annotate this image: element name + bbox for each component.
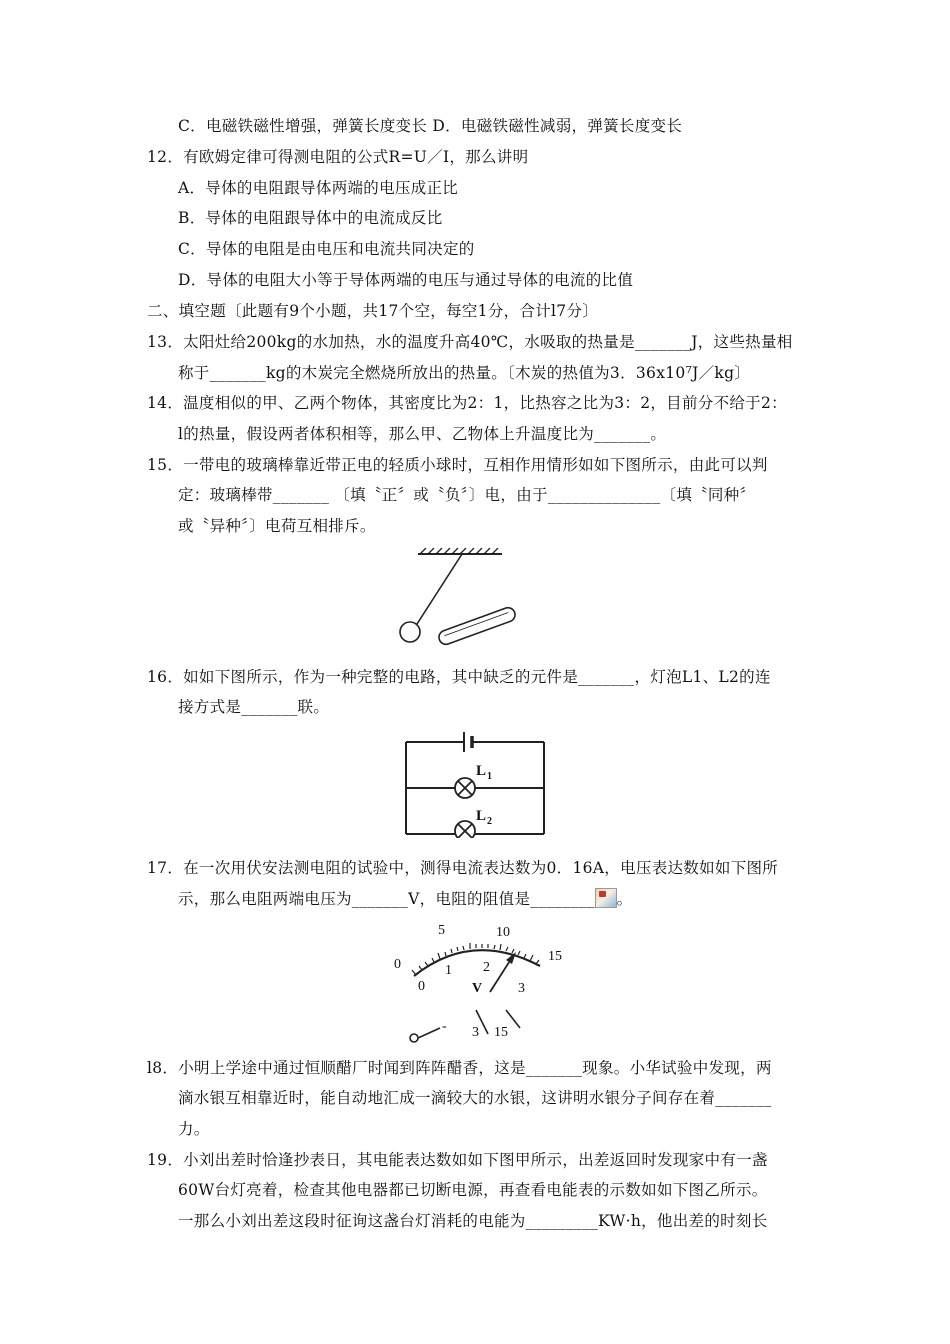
- question-15-line-2: 定：玻璃棒带_______ 〔填〝正〞或〝负〞〕电，由于______________〔填〝同种〞: [178, 486, 756, 504]
- rod-and-ball-figure: [390, 548, 530, 648]
- question-18-line-2: 滴水银互相靠近时，能自动地汇成一滴较大的水银，这讲明水银分子间存在着_______: [178, 1089, 772, 1107]
- ohm-symbol-image: [595, 888, 617, 908]
- question-19-line-1: 19．小刘出差时恰逢抄表日，其电能表达数如如下图甲所示，出差返回时发现家中有一盏: [147, 1151, 768, 1169]
- question-17-line-1: 17．在一次用伏安法测电阻的试验中，测得电流表达数为0．16A，电压表达数如如下图所: [147, 859, 779, 877]
- question-12-option-d: D．导体的电阻大小等于导体两端的电压与通过导体的电流的比值: [178, 271, 634, 289]
- question-15-line-3: 或〝异种〞〕电荷互相排斥。: [178, 517, 376, 535]
- question-16-line-1: 16．如如下图所示，作为一种完整的电路，其中缺乏的元件是_______，灯泡L1、L2的连: [147, 668, 771, 686]
- glass-rod: [437, 606, 517, 647]
- lamp-l2-subscript: 2: [487, 816, 492, 827]
- voltmeter-unit: V: [472, 981, 483, 996]
- question-19-line-2: 60W台灯亮着，检查其他电器都已切断电源，再查看电能表的示数如如下图乙所示。: [178, 1181, 768, 1199]
- lamp-l1-label: L: [476, 763, 487, 779]
- question-11-options-cd: C．电磁铁磁性增强，弹簧长度变长 D．电磁铁磁性减弱，弹簧长度变长: [178, 117, 683, 135]
- question-13-line-2: 称于_______kg的木炭完全燃烧所放出的热量。〔木炭的热值为3．36x10⁷J／kg〕: [178, 364, 751, 382]
- question-12-option-b: B．导体的电阻跟导体中的电流成反比: [178, 209, 443, 227]
- inner-tick-2: 2: [483, 960, 490, 975]
- lamp-l2-label: L: [476, 808, 487, 824]
- inner-tick-1: 1: [445, 963, 452, 978]
- question-12-option-a: A．导体的电阻跟导体两端的电压成正比: [178, 179, 459, 197]
- battery-symbol: [464, 732, 472, 752]
- outer-tick-0: 0: [394, 957, 401, 972]
- voltmeter-figure: [388, 918, 568, 1046]
- question-16-line-2: 接方式是_______联。: [178, 698, 330, 716]
- lamp-l1: [455, 778, 475, 798]
- meter-scale-ticks: [412, 943, 539, 975]
- question-18-line-3: 力。: [178, 1120, 210, 1138]
- inner-tick-0: 0: [418, 979, 425, 994]
- lamp-l1-subscript: 1: [487, 771, 492, 782]
- outer-tick-15: 15: [548, 949, 562, 964]
- terminal-3: 3: [472, 1025, 479, 1040]
- question-12-option-c: C．导体的电阻是由电压和电流共同决定的: [178, 240, 475, 258]
- circuit-figure: [398, 728, 552, 838]
- question-19-line-3: 一那么小刘出差这段时征询这盏台灯消耗的电能为_________KW·h，他出差的时刻长: [178, 1212, 768, 1230]
- lamp-l2: [455, 821, 475, 838]
- outer-tick-10: 10: [496, 925, 510, 940]
- outer-tick-5: 5: [438, 923, 445, 938]
- inner-tick-3: 3: [518, 981, 525, 996]
- question-18-line-1: l8．小明上学途中通过恒顺醋厂时闻到阵阵醋香，这是_______现象。小华试验中发现，两: [147, 1059, 772, 1077]
- terminal-15: 15: [494, 1025, 508, 1040]
- question-13-line-1: 13．太阳灶给200kg的水加热，水的温度升高40℃，水吸取的热量是_______J，这些热量相: [147, 333, 793, 351]
- broken-image-icon: [599, 891, 606, 897]
- meter-scale-arc: [414, 950, 540, 976]
- charged-ball: [400, 622, 420, 642]
- thread-line: [417, 554, 462, 624]
- question-14-line-2: l的热量，假设两者体积相等，那么甲、乙物体上升温度比为_______。: [178, 425, 667, 443]
- question-15-line-1: 15．一带电的玻璃棒靠近带正电的轻质小球时，互相作用情形如如下图所示，由此可以判: [147, 456, 768, 474]
- question-12-stem: 12．有欧姆定律可得测电阻的公式R=U／I，那么讲明: [147, 148, 529, 166]
- terminal-minus: -: [442, 1019, 447, 1034]
- section-2-heading: 二、填空题〔此题有9个小题，共17个空，每空1分，合计l7分〕: [147, 302, 599, 320]
- question-17-line-2: 示，那么电阻两端电压为_______V，电阻的阻值是________ 。: [178, 890, 633, 908]
- question-14-line-1: 14．温度相似的甲、乙两个物体，其密度比为2：1，比热容之比为3：2，目前分不给于2：: [147, 394, 787, 412]
